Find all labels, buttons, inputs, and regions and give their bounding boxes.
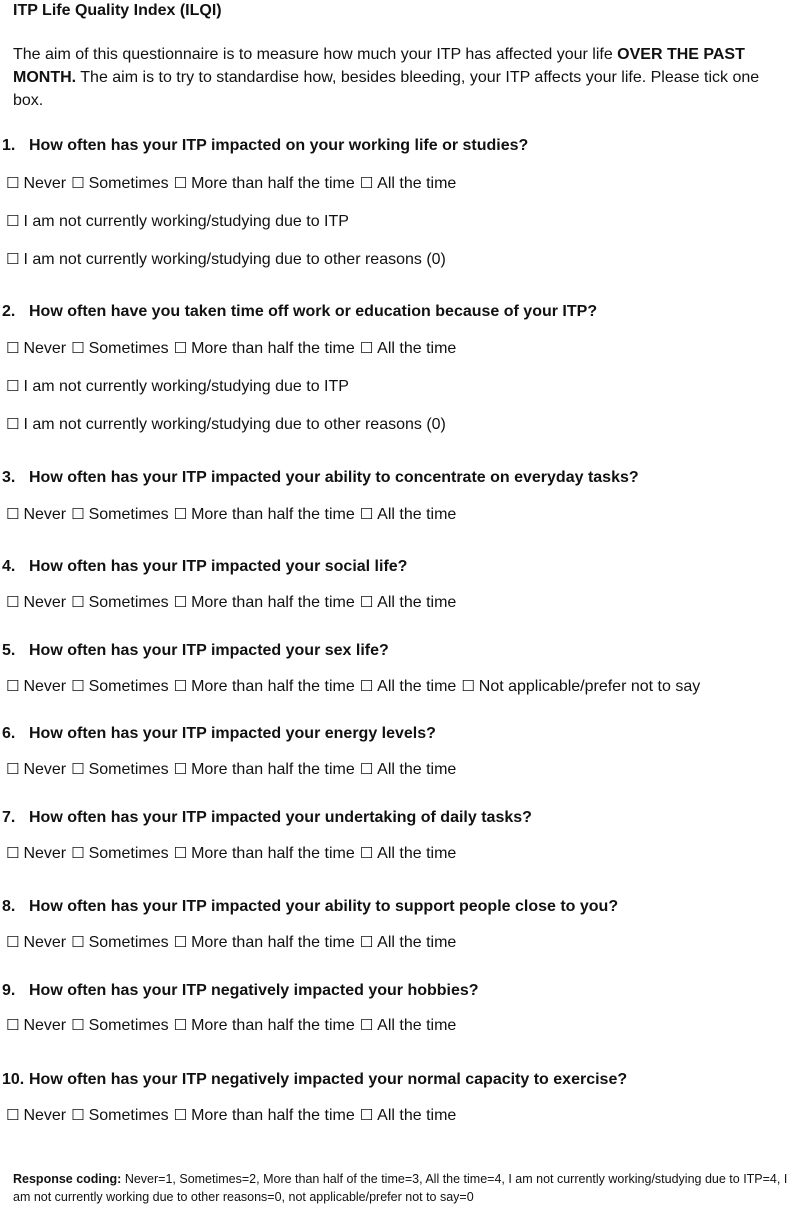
checkbox-icon[interactable]: ☐ [6, 760, 20, 778]
answer-option[interactable] [6, 1106, 66, 1125]
question-number: 9. [2, 982, 16, 999]
answer-option[interactable] [360, 339, 457, 358]
question-text: How often has your ITP impacted your social life? [29, 558, 408, 575]
checkbox-icon[interactable]: ☐ [359, 677, 374, 695]
checkbox-icon[interactable]: ☐ [71, 505, 85, 523]
answer-option[interactable] [6, 415, 446, 434]
answer-option[interactable] [6, 593, 66, 612]
answer-option[interactable] [71, 760, 168, 779]
question-text: How often have you taken time off work or education because of your ITP? [29, 303, 598, 320]
checkbox-icon[interactable]: ☐ [6, 1106, 20, 1124]
checkbox-icon[interactable]: ☐ [173, 593, 188, 611]
answer-option-label: More than half the time [191, 340, 355, 357]
answer-option[interactable] [6, 844, 66, 863]
question-number: 3. [2, 469, 16, 486]
answer-option-label: Sometimes [88, 678, 169, 695]
checkbox-icon[interactable]: ☐ [6, 377, 20, 395]
answer-option-label: All the time [377, 506, 457, 523]
intro-paragraph [13, 43, 783, 112]
answer-option-label: More than half the time [191, 934, 355, 951]
answer-option[interactable] [360, 505, 457, 524]
response-coding-text: Never=1, Sometimes=2, More than half of the time=3, All the time=4, I am not currently working/studying due to ITP=4, I am not currently working due to other reasons=0, not applicable/prefer not to say=0 [13, 1172, 788, 1204]
answer-option[interactable] [71, 505, 168, 524]
question-6 [2, 725, 436, 743]
answer-option[interactable] [174, 760, 355, 779]
answer-option[interactable] [6, 339, 66, 358]
checkbox-icon[interactable]: ☐ [461, 677, 475, 695]
answer-option-label: Not applicable/prefer not to say [478, 678, 701, 695]
answer-option-label: Never [23, 340, 67, 357]
checkbox-icon[interactable]: ☐ [6, 212, 20, 230]
answer-option-label: Sometimes [88, 1017, 169, 1034]
answer-option[interactable] [174, 677, 355, 696]
checkbox-icon[interactable]: ☐ [6, 933, 20, 951]
intro-text-continued: The aim is to try to standardise how, besides bleeding, your ITP affects your life. Please tick one box. [13, 69, 760, 109]
answer-option-label: Never [23, 1107, 67, 1124]
answer-option[interactable] [174, 933, 355, 952]
answer-option-label: All the time [377, 761, 457, 778]
answer-option-label: More than half the time [191, 594, 355, 611]
answer-option[interactable] [71, 593, 168, 612]
question-2-options-row [6, 415, 451, 434]
answer-option[interactable] [6, 505, 66, 524]
answer-option[interactable] [6, 377, 349, 396]
answer-option-label: More than half the time [191, 506, 355, 523]
question-number: 7. [2, 809, 16, 826]
question-text: How often has your ITP impacted on your working life or studies? [29, 137, 529, 154]
checkbox-icon[interactable]: ☐ [71, 760, 85, 778]
answer-option-label: Never [23, 594, 67, 611]
intro-emphasis: OVER THE PAST MONTH. [13, 46, 745, 86]
answer-option-label: Sometimes [88, 761, 169, 778]
checkbox-icon[interactable]: ☐ [359, 760, 374, 778]
question-7 [2, 809, 532, 827]
question-4-options-row [6, 593, 461, 612]
question-4 [2, 558, 407, 576]
page-title: ITP Life Quality Index (ILQI) [13, 2, 222, 19]
checkbox-icon[interactable]: ☐ [71, 1106, 85, 1124]
answer-option-label: All the time [377, 934, 457, 951]
answer-option-label: More than half the time [191, 761, 355, 778]
answer-option-label: I am not currently working/studying due to ITP [23, 378, 349, 395]
answer-option-label: Sometimes [88, 845, 169, 862]
answer-option-label: All the time [377, 175, 457, 192]
question-number: 10. [2, 1071, 25, 1088]
checkbox-icon[interactable]: ☐ [173, 174, 188, 192]
question-text: How often has your ITP impacted your undertaking of daily tasks? [29, 809, 532, 826]
question-8-options-row [6, 933, 461, 952]
answer-option-label: Sometimes [88, 934, 169, 951]
checkbox-icon[interactable]: ☐ [359, 593, 374, 611]
answer-option[interactable] [174, 339, 355, 358]
checkbox-icon[interactable]: ☐ [359, 844, 374, 862]
answer-option[interactable] [360, 760, 457, 779]
question-6-options-row [6, 760, 461, 779]
answer-option[interactable] [6, 933, 66, 952]
intro-text: The aim of this questionnaire is to measure how much your ITP has affected your life [13, 46, 618, 63]
question-2 [2, 303, 597, 321]
answer-option-label: Never [23, 845, 67, 862]
checkbox-icon[interactable]: ☐ [359, 339, 374, 357]
checkbox-icon[interactable]: ☐ [6, 250, 20, 268]
answer-option[interactable] [71, 933, 168, 952]
answer-option[interactable] [6, 1016, 66, 1035]
checkbox-icon[interactable]: ☐ [6, 677, 20, 695]
question-1-options-row [6, 250, 451, 269]
checkbox-icon[interactable]: ☐ [173, 677, 188, 695]
checkbox-icon[interactable]: ☐ [71, 339, 85, 357]
checkbox-icon[interactable]: ☐ [71, 593, 85, 611]
question-text: How often has your ITP negatively impacted your normal capacity to exercise? [29, 1071, 628, 1088]
answer-option-label: All the time [377, 340, 457, 357]
checkbox-icon[interactable]: ☐ [6, 593, 20, 611]
answer-option-label: All the time [377, 1017, 457, 1034]
checkbox-icon[interactable]: ☐ [173, 933, 188, 951]
answer-option-label: Never [23, 506, 67, 523]
checkbox-icon[interactable]: ☐ [359, 1016, 374, 1034]
answer-option-label: More than half the time [191, 175, 355, 192]
answer-option-label: All the time [377, 1107, 457, 1124]
checkbox-icon[interactable]: ☐ [71, 677, 85, 695]
question-5 [2, 642, 389, 660]
question-5-options-row [6, 677, 705, 696]
checkbox-icon[interactable]: ☐ [71, 844, 85, 862]
answer-option[interactable] [6, 677, 66, 696]
checkbox-icon[interactable]: ☐ [6, 174, 20, 192]
answer-option[interactable] [6, 174, 66, 193]
answer-option-label: All the time [377, 594, 457, 611]
answer-option-label: Sometimes [88, 1107, 169, 1124]
answer-option-label: I am not currently working/studying due to ITP [23, 213, 349, 230]
question-3-options-row [6, 505, 461, 524]
question-number: 1. [2, 137, 16, 154]
answer-option-label: Never [23, 934, 67, 951]
answer-option[interactable] [461, 677, 700, 696]
checkbox-icon[interactable]: ☐ [71, 1016, 85, 1034]
answer-option[interactable] [360, 1106, 457, 1125]
response-coding [13, 1170, 791, 1206]
answer-option[interactable] [71, 1016, 168, 1035]
answer-option[interactable] [360, 844, 457, 863]
answer-option-label: I am not currently working/studying due to other reasons (0) [23, 416, 446, 433]
checkbox-icon[interactable]: ☐ [173, 1016, 188, 1034]
answer-option[interactable] [71, 339, 168, 358]
answer-option[interactable] [174, 174, 355, 193]
answer-option-label: Never [23, 678, 67, 695]
checkbox-icon[interactable]: ☐ [173, 1106, 188, 1124]
answer-option[interactable] [6, 760, 66, 779]
question-2-options-row [6, 377, 354, 396]
answer-option-label: All the time [377, 678, 457, 695]
question-text: How often has your ITP impacted your energy levels? [29, 725, 436, 742]
question-text: How often has your ITP impacted your ability to support people close to you? [29, 898, 619, 915]
answer-option[interactable] [174, 505, 355, 524]
question-number: 4. [2, 558, 16, 575]
answer-option[interactable] [360, 593, 457, 612]
checkbox-icon[interactable]: ☐ [6, 844, 20, 862]
checkbox-icon[interactable]: ☐ [6, 1016, 20, 1034]
question-1-options-row [6, 212, 354, 231]
answer-option[interactable] [360, 1016, 457, 1035]
checkbox-icon[interactable]: ☐ [173, 505, 188, 523]
checkbox-icon[interactable]: ☐ [6, 505, 20, 523]
answer-option-label: Sometimes [88, 175, 169, 192]
question-3 [2, 469, 639, 487]
question-number: 5. [2, 642, 16, 659]
answer-option[interactable] [71, 1106, 168, 1125]
answer-option[interactable] [174, 844, 355, 863]
answer-option-label: More than half the time [191, 1107, 355, 1124]
question-2-options-row [6, 339, 461, 358]
question-9 [2, 982, 479, 1000]
answer-option[interactable] [6, 250, 446, 269]
checkbox-icon[interactable]: ☐ [359, 174, 374, 192]
question-7-options-row [6, 844, 461, 863]
question-text: How often has your ITP impacted your sex life? [29, 642, 389, 659]
question-number: 8. [2, 898, 16, 915]
checkbox-icon[interactable]: ☐ [359, 933, 374, 951]
answer-option[interactable] [360, 174, 457, 193]
answer-option-label: Never [23, 761, 67, 778]
answer-option[interactable] [360, 933, 457, 952]
answer-option[interactable] [174, 593, 355, 612]
question-10 [2, 1071, 627, 1089]
answer-option-label: Never [23, 175, 67, 192]
answer-option-label: Sometimes [88, 594, 169, 611]
question-8 [2, 898, 618, 916]
question-1-options-row [6, 174, 461, 193]
answer-option-label: I am not currently working/studying due to other reasons (0) [23, 251, 446, 268]
checkbox-icon[interactable]: ☐ [71, 174, 85, 192]
answer-option-label: More than half the time [191, 678, 355, 695]
checkbox-icon[interactable]: ☐ [6, 415, 20, 433]
answer-option[interactable] [71, 174, 168, 193]
answer-option[interactable] [360, 677, 457, 696]
answer-option-label: Never [23, 1017, 67, 1034]
answer-option-label: More than half the time [191, 1017, 355, 1034]
response-coding-label: Response coding: [13, 1172, 122, 1186]
answer-option-label: All the time [377, 845, 457, 862]
question-text: How often has your ITP negatively impacted your hobbies? [29, 982, 479, 999]
checkbox-icon[interactable]: ☐ [6, 339, 20, 357]
checkbox-icon[interactable]: ☐ [173, 760, 188, 778]
question-10-options-row [6, 1106, 461, 1125]
question-9-options-row [6, 1016, 461, 1035]
answer-option-label: Sometimes [88, 340, 169, 357]
checkbox-icon[interactable]: ☐ [359, 505, 374, 523]
question-number: 6. [2, 725, 16, 742]
checkbox-icon[interactable]: ☐ [173, 339, 188, 357]
answer-option[interactable] [174, 1016, 355, 1035]
answer-option[interactable] [174, 1106, 355, 1125]
question-1 [2, 137, 528, 155]
question-number: 2. [2, 303, 16, 320]
question-text: How often has your ITP impacted your ability to concentrate on everyday tasks? [29, 469, 639, 486]
answer-option-label: More than half the time [191, 845, 355, 862]
checkbox-icon[interactable]: ☐ [359, 1106, 374, 1124]
answer-option-label: Sometimes [88, 506, 169, 523]
checkbox-icon[interactable]: ☐ [173, 844, 188, 862]
answer-option[interactable] [71, 677, 168, 696]
answer-option[interactable] [6, 212, 349, 231]
answer-option[interactable] [71, 844, 168, 863]
checkbox-icon[interactable]: ☐ [71, 933, 85, 951]
